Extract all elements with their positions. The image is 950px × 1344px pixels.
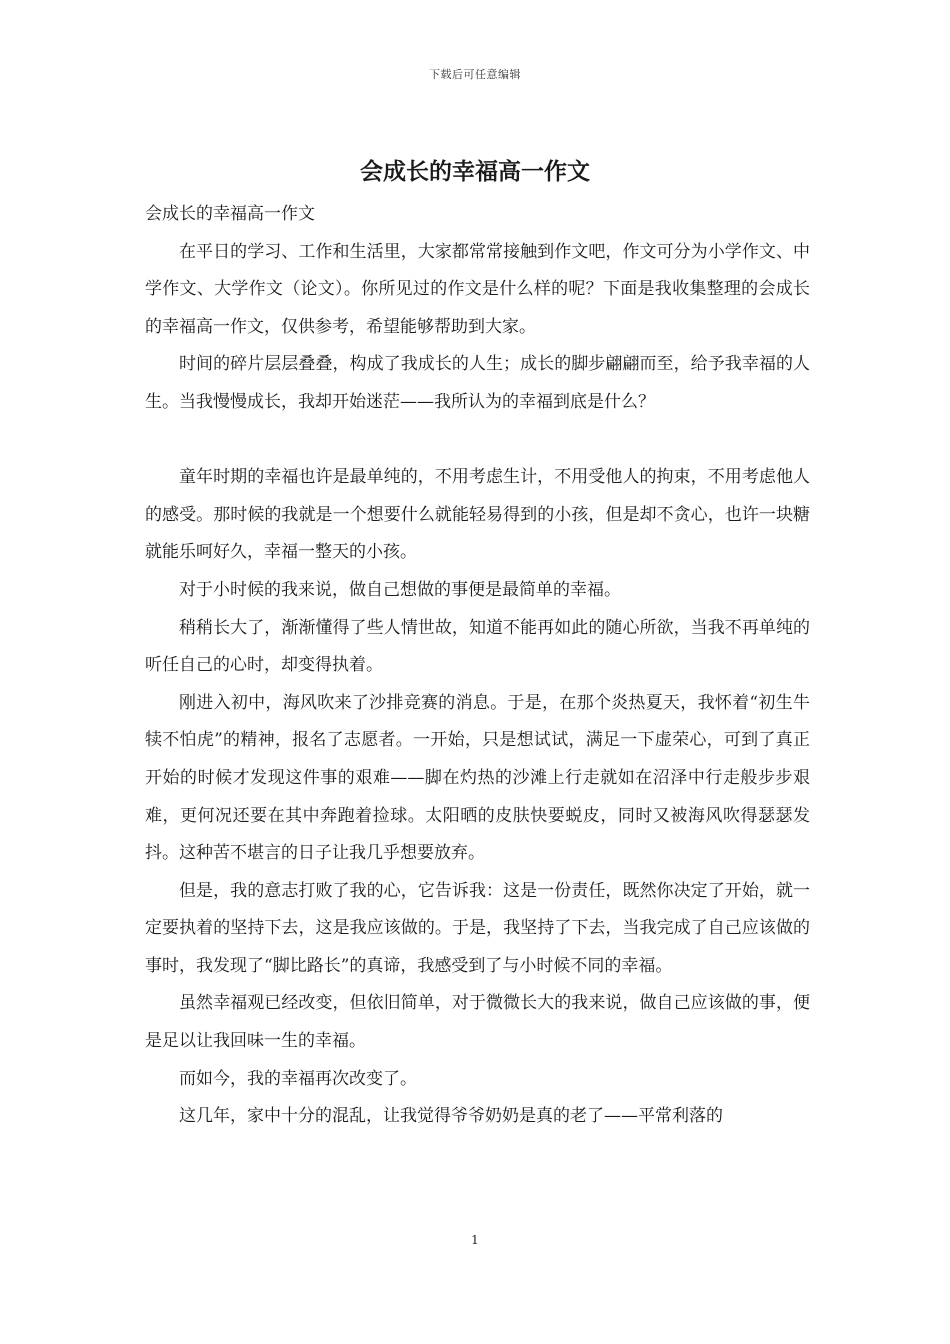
paragraph-childhood-summary: 对于小时候的我来说，做自己想做的事便是最简单的幸福。 — [179, 579, 621, 600]
paragraph-spacer — [145, 422, 810, 460]
paragraph-volunteer: 刚进入初中，海风吹来了沙排竞赛的消息。于是，在那个炎热夏天，我怀着“初生牛犊不怕虎”的精神，报名了志愿者。一开始，只是想试试，满足一下虚荣心，可到了真正开始的时候才发现这件事的艰难——脚在灼热的沙滩上行走就如在沼泽中行走般步步艰难，更何况还要在其中奔跑着捡球。太阳晒的皮肤快要蜕皮，同时又被海风吹得瑟瑟发抖。这种苦不堪言的日子让我几乎想要放弃。 — [145, 692, 810, 864]
paragraph-childhood: 童年时期的幸福也许是最单纯的，不用考虑生计，不用受他人的拘束，不用考虑他人的感受。那时候的我就是一个想要什么就能轻易得到的小孩，但是却不贪心，也许一块糖就能乐呵好久，幸福一整天的小孩。 — [145, 467, 810, 563]
paragraph-intro: 在平日的学习、工作和生活里，大家都常常接触到作文吧，作文可分为小学作文、中学作文、大学作文（论文）。你所见过的作文是什么样的呢？下面是我收集整理的会成长的幸福高一作文，仅供参考，希望能够帮助到大家。 — [145, 241, 810, 337]
document-body — [145, 196, 810, 1136]
paragraph-change: 而如今，我的幸福再次改变了。 — [179, 1068, 417, 1089]
document-subtitle: 会成长的幸福高一作文 — [145, 204, 315, 224]
paragraph-perseverance: 但是，我的意志打败了我的心，它告诉我：这是一份责任，既然你决定了开始，就一定要执着的坚持下去，这是我应该做的。于是，我坚持了下去，当我完成了自己应该做的事时，我发现了“脚比路长”的真谛，我感受到了与小时候不同的幸福。 — [145, 880, 810, 976]
paragraph-opening: 时间的碎片层层叠叠，构成了我成长的人生；成长的脚步翩翩而至，给予我幸福的人生。当我慢慢成长，我却开始迷茫——我所认为的幸福到底是什么？ — [145, 354, 810, 412]
header-note: 下载后可任意编辑 — [429, 68, 521, 81]
paragraph-family: 这几年，家中十分的混乱，让我觉得爷爷奶奶是真的老了——平常利落的 — [179, 1106, 723, 1127]
paragraph-growing-up: 稍稍长大了，渐渐懂得了些人情世故，知道不能再如此的随心所欲，当我不再单纯的听任自己的心时，却变得执着。 — [145, 617, 810, 676]
page-number: 1 — [471, 1233, 479, 1247]
paragraph-simple-happiness: 虽然幸福观已经改变，但依旧简单，对于微微长大的我来说，做自己应该做的事，便是足以让我回味一生的幸福。 — [145, 993, 810, 1052]
document-title: 会成长的幸福高一作文 — [360, 159, 590, 185]
